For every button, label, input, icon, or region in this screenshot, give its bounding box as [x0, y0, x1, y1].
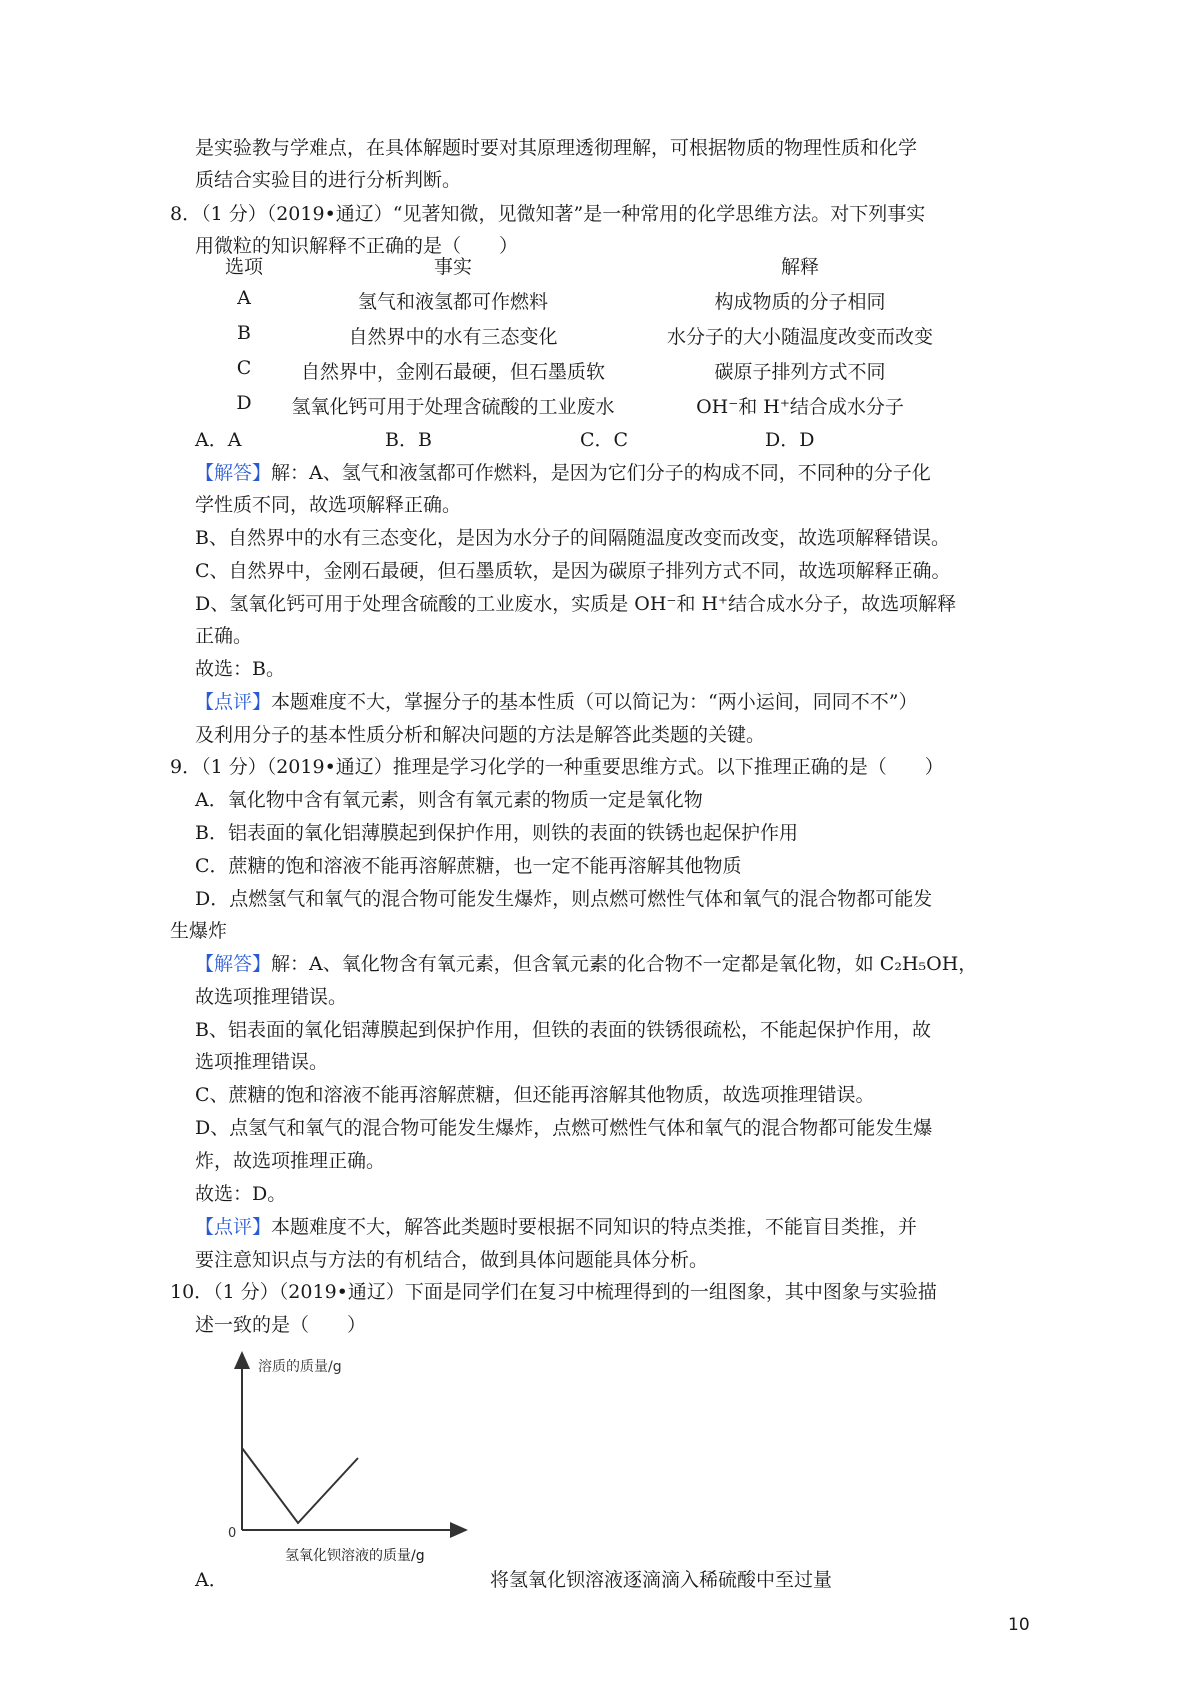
row-option: D — [236, 392, 252, 414]
q8-comment-line-1 — [195, 687, 917, 717]
q9-answer-line-1 — [195, 949, 977, 979]
row-option: B — [237, 322, 251, 344]
table-row — [205, 392, 965, 424]
q8-stem-line-1: 8．（1 分）（2019•通辽）“见著知微，见微知著”是一种常用的化学思维方法。对下列事实 — [170, 203, 926, 225]
row-explanation: 构成物质的分子相同 — [714, 291, 886, 313]
answer-tag: 【解答】 — [195, 953, 272, 975]
table-row — [205, 287, 965, 319]
table-header-row — [205, 252, 965, 284]
row-fact: 自然界中的水有三态变化 — [348, 326, 558, 348]
q9-option-b: B．铝表面的氧化铝薄膜起到保护作用，则铁的表面的铁锈也起保护作用 — [195, 822, 798, 844]
q10-stem-line-2: 述一致的是（ ） — [195, 1314, 367, 1336]
q8-comment-line-2: 及利用分子的基本性质分析和解决问题的方法是解答此类题的关键。 — [195, 724, 766, 746]
header-option: 选项 — [224, 256, 263, 278]
q10-option-a-graph — [228, 1345, 473, 1540]
q10-option-a-text: 将氢氧化钡溶液逐滴滴入稀硫酸中至过量 — [490, 1569, 833, 1591]
q8-answer-line-4: C、自然界中，金刚石最硬，但石墨质软，是因为碳原子排列方式不同，故选项解释正确。 — [195, 560, 951, 582]
header-explanation: 解释 — [780, 256, 819, 278]
q8-option-d: D．D — [765, 429, 815, 451]
row-explanation: 水分子的大小随温度改变而改变 — [666, 326, 933, 348]
graph-xlabel: 氢氧化钡溶液的质量/g — [285, 1548, 425, 1564]
q8-option-b: B．B — [385, 429, 432, 451]
page-number: 10 — [1008, 1615, 1030, 1635]
q8-answer-line-6: 正确。 — [195, 625, 253, 647]
q8-answer-line-5: D、氢氧化钙可用于处理含硫酸的工业废水，实质是 OH⁻和 H⁺结合成水分子，故选项解释 — [195, 593, 957, 615]
q9-option-d: D．点燃氢气和氧气的混合物可能发生爆炸，则点燃可燃性气体和氧气的混合物都可能发 — [195, 888, 933, 910]
q9-stem: 9．（1 分）（2019•通辽）推理是学习化学的一种重要思维方式。以下推理正确的是（ ） — [170, 756, 944, 778]
q9-answer-line-6: D、点氢气和氧气的混合物可能发生爆炸，点燃可燃性气体和氧气的混合物都可能发生爆 — [195, 1117, 933, 1139]
q10-option-a-label: A． — [195, 1569, 228, 1591]
q9-answer-line-5: C、蔗糖的饱和溶液不能再溶解蔗糖，但还能再溶解其他物质，故选项推理错误。 — [195, 1084, 875, 1106]
q9-answer-line-8: 故选：D。 — [195, 1183, 287, 1205]
comment-tag: 【点评】 — [195, 1216, 272, 1238]
q8-option-a: A．A — [195, 429, 242, 451]
q8-answer-line-2: 学性质不同，故选项解释正确。 — [195, 494, 462, 516]
row-option: A — [237, 287, 251, 309]
q8-option-c: C．C — [580, 429, 629, 451]
answer-tag: 【解答】 — [195, 462, 272, 484]
table-row — [205, 357, 965, 389]
row-fact: 氢氧化钙可用于处理含硫酸的工业废水 — [291, 396, 615, 418]
row-fact: 氢气和液氢都可作燃料 — [357, 291, 548, 313]
q9-option-d-cont: 生爆炸 — [170, 920, 228, 942]
q9-comment-line-2: 要注意知识点与方法的有机结合，做到具体问题能具体分析。 — [195, 1249, 709, 1271]
table-row — [205, 322, 965, 354]
comment-text: 本题难度不大，掌握分子的基本性质（可以简记为：“两小运间，同同不不”） — [271, 691, 918, 713]
q8-stem-line-2: 用微粒的知识解释不正确的是（ ） — [195, 235, 519, 257]
q8-answer-line-7: 故选：B。 — [195, 658, 285, 680]
q9-option-a: A．氧化物中含有氧元素，则含有氧元素的物质一定是氧化物 — [195, 789, 703, 811]
header-fact: 事实 — [433, 256, 472, 278]
row-fact: 自然界中，金刚石最硬，但石墨质软 — [300, 361, 605, 383]
q9-option-c: C．蔗糖的饱和溶液不能再溶解蔗糖，也一定不能再溶解其他物质 — [195, 855, 742, 877]
comment-tag: 【点评】 — [195, 691, 272, 713]
curve-line — [242, 1448, 358, 1523]
q9-answer-line-7: 炸，故选项推理正确。 — [195, 1150, 386, 1172]
comment-text: 本题难度不大，解答此类题时要根据不同知识的特点类推，不能盲目类推，并 — [271, 1216, 918, 1238]
intro-line-1: 是实验教与学难点，在具体解题时要对其原理透彻理解，可根据物质的物理性质和化学 — [195, 137, 918, 159]
graph-origin: 0 — [228, 1526, 237, 1540]
row-explanation: OH⁻和 H⁺结合成水分子 — [696, 396, 904, 418]
row-option: C — [236, 357, 252, 379]
q8-answer-line-3: B、自然界中的水有三态变化，是因为水分子的间隔随温度改变而改变，故选项解释错误。 — [195, 527, 950, 549]
row-explanation: 碳原子排列方式不同 — [714, 361, 886, 383]
intro-line-2: 质结合实验目的进行分析判断。 — [195, 169, 462, 191]
graph-ylabel: 溶质的质量/g — [258, 1359, 342, 1375]
answer-text: 解：A、氢气和液氢都可作燃料，是因为它们分子的构成不同，不同种的分子化 — [271, 462, 931, 484]
q10-stem-line-1: 10．（1 分）（2019•通辽）下面是同学们在复习中梳理得到的一组图象，其中图象与实验描 — [170, 1281, 937, 1303]
q9-comment-line-1 — [195, 1212, 917, 1242]
q8-answer-line-1 — [195, 458, 931, 488]
q9-answer-line-4: 选项推理错误。 — [195, 1051, 329, 1073]
q9-answer-line-2: 故选项推理错误。 — [195, 986, 348, 1008]
answer-text: 解：A、氧化物含有氧元素，但含氧元素的化合物不一定都是氧化物，如 C₂H₅OH， — [271, 953, 978, 975]
q9-answer-line-3: B、铝表面的氧化铝薄膜起到保护作用，但铁的表面的铁锈很疏松，不能起保护作用，故 — [195, 1019, 931, 1041]
